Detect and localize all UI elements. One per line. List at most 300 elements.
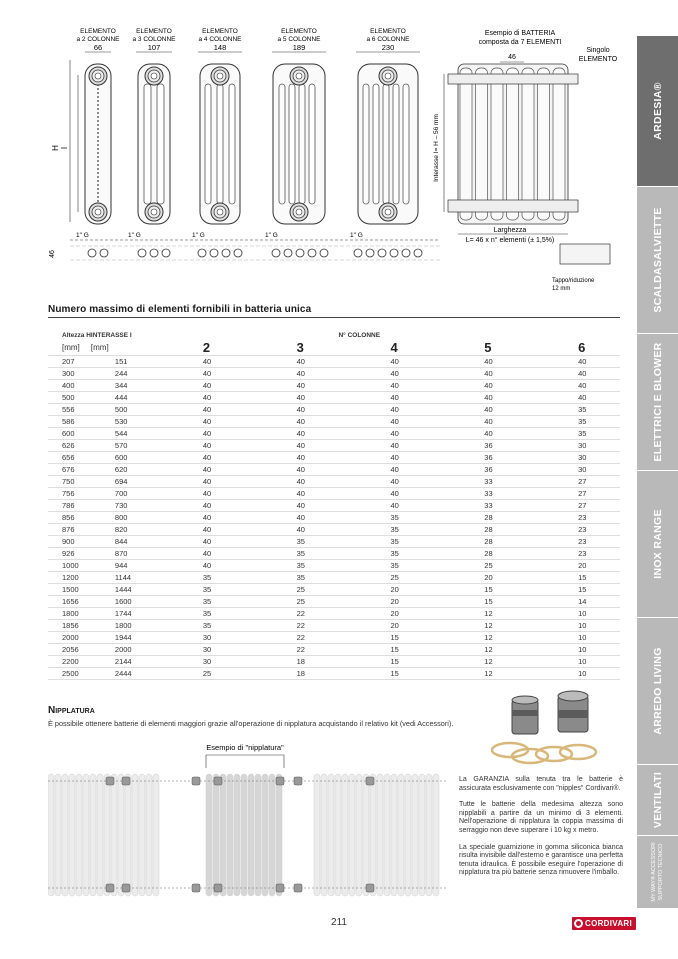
cell-max-elements: 35 — [245, 535, 339, 547]
cell-height: 300 — [48, 367, 91, 379]
header-columns: N° COLONNE — [338, 332, 381, 339]
battery-pitch: 46 — [508, 54, 516, 61]
cell-height: 876 — [48, 523, 91, 535]
cell-interaxis: 620 — [91, 463, 151, 475]
cell-height: 500 — [48, 391, 91, 403]
cell-height: 1500 — [48, 583, 91, 595]
gasket-note: La speciale guarnizione in gomma siliconica bianca risulta invisibile dall'esterno e garantisce una perfetta tenuta idraulica. È possibile eseguire l'operazione di nipplatura tra più batterie senza rimuovere l'imballo. — [459, 843, 623, 877]
table-row — [48, 571, 620, 583]
cell-max-elements: 40 — [151, 475, 245, 487]
cell-interaxis: 870 — [91, 547, 151, 559]
cell-max-elements: 22 — [245, 643, 339, 655]
unit-height: [mm] — [62, 343, 80, 353]
cell-max-elements: 10 — [526, 667, 620, 679]
cell-max-elements: 40 — [338, 403, 432, 415]
element-width: 66 — [93, 43, 103, 52]
cell-height: 1656 — [48, 595, 91, 607]
element-subtitle: a 2 COLONNE — [76, 36, 120, 43]
cell-max-elements: 30 — [151, 631, 245, 643]
cell-max-elements: 35 — [151, 595, 245, 607]
cell-height: 600 — [48, 427, 91, 439]
table-row — [48, 379, 620, 391]
cell-height: 1856 — [48, 619, 91, 631]
cell-max-elements: 23 — [526, 535, 620, 547]
table-row — [48, 631, 620, 643]
element-5-columns — [272, 28, 326, 52]
cell-max-elements: 10 — [526, 607, 620, 619]
table-row — [48, 487, 620, 499]
table-row — [48, 643, 620, 655]
cell-max-elements: 40 — [432, 403, 526, 415]
cell-max-elements: 20 — [338, 607, 432, 619]
cell-max-elements: 40 — [151, 559, 245, 571]
cell-interaxis: 1744 — [91, 607, 151, 619]
cell-max-elements: 23 — [526, 511, 620, 523]
cell-max-elements: 15 — [526, 571, 620, 583]
cell-max-elements: 40 — [245, 367, 339, 379]
cell-max-elements: 15 — [338, 655, 432, 667]
cell-max-elements: 35 — [338, 559, 432, 571]
cell-max-elements: 40 — [338, 379, 432, 391]
table-title: Numero massimo di elementi fornibili in batteria unica — [48, 304, 312, 315]
cell-max-elements: 25 — [245, 583, 339, 595]
cell-max-elements: 40 — [338, 427, 432, 439]
battery-note: Tutte le batterie della medesima altezza sono nipplabili a partire da un minimo di 3 elementi. Nell'operazione di nipplatura la coppia massima di serraggio non deve superare i 10 kg x metro. — [459, 801, 623, 834]
cell-interaxis: 1800 — [91, 619, 151, 631]
tab-arredo-living[interactable] — [637, 618, 678, 764]
element-subtitle: a 3 COLONNE — [132, 36, 176, 43]
battery-interaxis: Interasse I= H – 56 mm — [433, 114, 440, 182]
cell-max-elements: 40 — [245, 427, 339, 439]
cell-max-elements: 28 — [432, 535, 526, 547]
cell-max-elements: 12 — [432, 643, 526, 655]
cell-height: 1200 — [48, 571, 91, 583]
cell-max-elements: 40 — [526, 391, 620, 403]
element-width: 107 — [147, 43, 161, 52]
cell-max-elements: 40 — [245, 391, 339, 403]
cell-max-elements: 10 — [526, 631, 620, 643]
cell-interaxis: 600 — [91, 451, 151, 463]
cell-max-elements: 40 — [338, 439, 432, 451]
cell-interaxis: 730 — [91, 499, 151, 511]
element-2-front — [85, 64, 111, 224]
element-subtitle: a 4 COLONNE — [198, 36, 242, 43]
cell-max-elements: 27 — [526, 475, 620, 487]
depth-label: 46 — [49, 250, 56, 258]
cell-max-elements: 35 — [245, 571, 339, 583]
tab-label: INOX RANGE — [651, 509, 664, 579]
cell-max-elements: 12 — [432, 667, 526, 679]
cell-max-elements: 22 — [245, 619, 339, 631]
cell-height: 756 — [48, 487, 91, 499]
tab-label: ARREDO LIVING — [651, 647, 664, 735]
interaxis-label: I — [60, 146, 69, 150]
cell-max-elements: 40 — [338, 475, 432, 487]
cell-max-elements: 40 — [245, 355, 339, 367]
cell-height: 656 — [48, 451, 91, 463]
cell-max-elements: 20 — [526, 559, 620, 571]
cell-height: 856 — [48, 511, 91, 523]
cell-max-elements: 33 — [432, 487, 526, 499]
cell-max-elements: 10 — [526, 655, 620, 667]
table-row — [48, 451, 620, 463]
cell-max-elements: 40 — [151, 535, 245, 547]
thread-label: 1" G — [350, 232, 363, 239]
cell-interaxis: 800 — [91, 511, 151, 523]
cell-interaxis: 444 — [91, 391, 151, 403]
element-title: ELEMENTO — [370, 28, 406, 35]
nipplatura-example-svg — [48, 738, 448, 908]
tab-elettrici-blower[interactable] — [637, 334, 678, 470]
cell-interaxis: 694 — [91, 475, 151, 487]
max-elements-table — [48, 330, 620, 680]
cell-interaxis: 2144 — [91, 655, 151, 667]
table-row — [48, 439, 620, 451]
element-width: 189 — [292, 43, 306, 52]
table-row — [48, 559, 620, 571]
cell-max-elements: 40 — [245, 487, 339, 499]
cell-max-elements: 25 — [151, 667, 245, 679]
cell-max-elements: 25 — [338, 571, 432, 583]
cell-max-elements: 36 — [432, 451, 526, 463]
cell-max-elements: 30 — [526, 439, 620, 451]
technical-drawing-svg — [40, 22, 630, 302]
cell-max-elements: 15 — [338, 643, 432, 655]
cell-max-elements: 40 — [432, 427, 526, 439]
cell-max-elements: 40 — [245, 463, 339, 475]
table-units-row — [48, 341, 620, 355]
nipplatura-description: È possibile ottenere batterie di elementi maggiori grazie all'operazione di nipplatura acquistando il relativo kit (vedi Accessori). — [48, 719, 454, 728]
element-width: 230 — [381, 43, 395, 52]
tab-scaldasalviette[interactable] — [637, 187, 678, 333]
cell-interaxis: 1144 — [91, 571, 151, 583]
cell-max-elements: 40 — [245, 439, 339, 451]
element-2-columns — [77, 28, 121, 52]
element-subtitle: a 5 COLONNE — [277, 36, 321, 43]
cell-max-elements: 33 — [432, 499, 526, 511]
cell-max-elements: 40 — [432, 367, 526, 379]
cell-max-elements: 12 — [432, 607, 526, 619]
nipplatura-notes — [459, 776, 623, 886]
cell-max-elements: 22 — [245, 607, 339, 619]
element-subtitle: a 6 COLONNE — [366, 36, 410, 43]
example-label: Esempio di "nipplatura" — [206, 743, 284, 752]
cell-max-elements: 23 — [526, 523, 620, 535]
cell-max-elements: 40 — [245, 379, 339, 391]
cell-max-elements: 15 — [338, 631, 432, 643]
cell-max-elements: 40 — [151, 499, 245, 511]
height-label: H — [51, 145, 60, 151]
cell-max-elements: 40 — [432, 415, 526, 427]
cell-max-elements: 35 — [526, 427, 620, 439]
cell-max-elements: 23 — [526, 547, 620, 559]
cell-height: 2000 — [48, 631, 91, 643]
unit-interaxis: [mm] — [90, 343, 109, 353]
cell-max-elements: 40 — [338, 451, 432, 463]
cell-max-elements: 35 — [151, 583, 245, 595]
element-5-front — [273, 64, 325, 224]
column-count-6: 6 — [578, 340, 586, 356]
cell-max-elements: 14 — [526, 595, 620, 607]
column-count-4: 4 — [390, 340, 398, 356]
cell-max-elements: 10 — [526, 643, 620, 655]
cell-height: 750 — [48, 475, 91, 487]
title-divider — [48, 317, 620, 318]
cell-max-elements: 40 — [338, 391, 432, 403]
cell-max-elements: 40 — [151, 523, 245, 535]
battery-example — [433, 30, 618, 292]
cell-max-elements: 40 — [151, 439, 245, 451]
cell-height: 207 — [48, 355, 91, 367]
element-4-columns — [198, 28, 242, 52]
element-6-columns — [356, 28, 420, 52]
table-row — [48, 415, 620, 427]
thread-label: 1" G — [128, 232, 141, 239]
cell-height: 586 — [48, 415, 91, 427]
cell-max-elements: 35 — [338, 523, 432, 535]
cell-max-elements: 40 — [151, 403, 245, 415]
battery-width-title: Larghezza — [493, 227, 527, 234]
cell-max-elements: 40 — [151, 451, 245, 463]
battery-width-formula: L= 46 x n° elementi (± 1,5%) — [465, 237, 555, 244]
cell-max-elements: 40 — [338, 415, 432, 427]
column-count-2: 2 — [202, 340, 211, 356]
cell-interaxis: 544 — [91, 427, 151, 439]
nipplatura-title: Nipplatura — [48, 705, 95, 716]
cell-max-elements: 36 — [432, 463, 526, 475]
single-element-title: Singolo — [586, 47, 610, 54]
cell-interaxis: 844 — [91, 535, 151, 547]
cell-max-elements: 40 — [338, 367, 432, 379]
table-row — [48, 595, 620, 607]
cell-max-elements: 40 — [526, 379, 620, 391]
cell-height: 926 — [48, 547, 91, 559]
cell-max-elements: 40 — [151, 355, 245, 367]
cell-max-elements: 20 — [338, 619, 432, 631]
cell-max-elements: 27 — [526, 487, 620, 499]
cell-max-elements: 28 — [432, 511, 526, 523]
cell-max-elements: 40 — [151, 463, 245, 475]
table-row — [48, 499, 620, 511]
header-interaxis: INTERASSE I — [90, 332, 132, 339]
cell-max-elements: 40 — [245, 511, 339, 523]
cell-max-elements: 40 — [338, 355, 432, 367]
table-header-row — [48, 330, 620, 341]
cell-max-elements: 40 — [151, 487, 245, 499]
thread-label: 1" G — [76, 232, 89, 239]
cordivari-logo — [572, 917, 636, 930]
table-row — [48, 547, 620, 559]
cell-max-elements: 40 — [432, 379, 526, 391]
cell-interaxis: 1444 — [91, 583, 151, 595]
table-row — [48, 523, 620, 535]
cell-max-elements: 33 — [432, 475, 526, 487]
column-count-5: 5 — [484, 340, 492, 356]
cell-max-elements: 40 — [151, 415, 245, 427]
cell-max-elements: 30 — [151, 655, 245, 667]
cell-max-elements: 40 — [245, 403, 339, 415]
table-row — [48, 535, 620, 547]
nipplatura-example — [48, 738, 448, 908]
cell-max-elements: 25 — [432, 559, 526, 571]
tab-label: ELETTRICI E BLOWER — [651, 342, 664, 462]
cell-height: 1800 — [48, 607, 91, 619]
element-title: ELEMENTO — [80, 28, 116, 35]
tab-inox-range[interactable] — [637, 471, 678, 617]
cell-max-elements: 35 — [338, 547, 432, 559]
cell-height: 2200 — [48, 655, 91, 667]
cell-max-elements: 35 — [151, 571, 245, 583]
cell-interaxis: 2444 — [91, 667, 151, 679]
table-row — [48, 619, 620, 631]
cell-max-elements: 40 — [151, 391, 245, 403]
tab-label: ARDESIA® — [651, 82, 664, 140]
cell-interaxis: 500 — [91, 403, 151, 415]
tab-ardesia[interactable] — [637, 36, 678, 186]
table-row — [48, 463, 620, 475]
cell-height: 626 — [48, 439, 91, 451]
element-width: 148 — [213, 43, 227, 52]
element-4-front — [200, 64, 240, 224]
cell-interaxis: 2000 — [91, 643, 151, 655]
cell-max-elements: 36 — [432, 439, 526, 451]
cell-max-elements: 40 — [245, 451, 339, 463]
cell-max-elements: 28 — [432, 547, 526, 559]
brand-mark-icon — [574, 919, 583, 928]
cell-max-elements: 40 — [432, 355, 526, 367]
cell-interaxis: 344 — [91, 379, 151, 391]
tab-myway-accessori[interactable] — [637, 836, 678, 908]
cell-max-elements: 15 — [526, 583, 620, 595]
cell-max-elements: 35 — [245, 547, 339, 559]
single-element-subtitle: ELEMENTO — [578, 56, 618, 63]
cell-max-elements: 27 — [526, 499, 620, 511]
element-3-front — [138, 64, 170, 224]
cell-interaxis: 151 — [91, 355, 151, 367]
cell-max-elements: 40 — [245, 499, 339, 511]
cell-height: 1000 — [48, 559, 91, 571]
table-row — [48, 367, 620, 379]
tab-label: VENTILATI — [651, 771, 664, 829]
page-number: 211 — [331, 917, 347, 928]
cell-max-elements: 40 — [151, 379, 245, 391]
element-6-front — [358, 64, 418, 224]
cell-max-elements: 12 — [432, 619, 526, 631]
cell-height: 2056 — [48, 643, 91, 655]
cell-max-elements: 18 — [245, 655, 339, 667]
cell-max-elements: 40 — [432, 391, 526, 403]
cell-max-elements: 40 — [151, 511, 245, 523]
cell-interaxis: 244 — [91, 367, 151, 379]
cell-max-elements: 20 — [338, 595, 432, 607]
table-row — [48, 355, 620, 367]
cell-max-elements: 40 — [245, 415, 339, 427]
cell-max-elements: 20 — [432, 571, 526, 583]
table-row — [48, 511, 620, 523]
table-body — [48, 355, 620, 679]
section-tabs — [637, 36, 678, 909]
battery-title: Esempio di BATTERIA — [484, 30, 556, 37]
cell-max-elements: 35 — [338, 535, 432, 547]
cell-max-elements: 28 — [432, 523, 526, 535]
cell-max-elements: 20 — [338, 583, 432, 595]
tab-label: SCALDASALVIETTE — [651, 207, 664, 313]
table-row — [48, 667, 620, 679]
tab-ventilati[interactable] — [637, 765, 678, 835]
cell-max-elements: 35 — [526, 403, 620, 415]
radiator-technical-drawing — [40, 22, 630, 302]
cell-max-elements: 40 — [245, 523, 339, 535]
cell-height: 2500 — [48, 667, 91, 679]
cell-max-elements: 15 — [432, 583, 526, 595]
cell-max-elements: 15 — [338, 667, 432, 679]
plan-views — [88, 249, 422, 257]
cell-interaxis: 1944 — [91, 631, 151, 643]
nipple-kit-photo — [482, 688, 622, 772]
cell-max-elements: 40 — [338, 499, 432, 511]
cell-max-elements: 40 — [151, 427, 245, 439]
cell-max-elements: 30 — [526, 451, 620, 463]
cell-max-elements: 25 — [245, 595, 339, 607]
cell-max-elements: 35 — [526, 415, 620, 427]
tab-label: MY WAY® ACCESSORI SUPPORTO TECNICO — [650, 842, 664, 902]
cell-interaxis: 700 — [91, 487, 151, 499]
cell-max-elements: 30 — [151, 643, 245, 655]
brand-name: CORDIVARI — [585, 919, 632, 928]
cell-max-elements: 40 — [245, 475, 339, 487]
cell-max-elements: 12 — [432, 655, 526, 667]
cell-height: 676 — [48, 463, 91, 475]
cell-max-elements: 15 — [432, 595, 526, 607]
element-title: ELEMENTO — [281, 28, 317, 35]
table-row — [48, 391, 620, 403]
cell-max-elements: 10 — [526, 619, 620, 631]
cell-max-elements: 40 — [338, 463, 432, 475]
element-title: ELEMENTO — [136, 28, 172, 35]
cell-max-elements: 35 — [338, 511, 432, 523]
cell-max-elements: 35 — [151, 619, 245, 631]
element-3-columns — [133, 28, 177, 52]
plug-label: Tappo/riduzione — [552, 278, 595, 284]
table-row — [48, 427, 620, 439]
cell-max-elements: 40 — [151, 367, 245, 379]
cell-interaxis: 820 — [91, 523, 151, 535]
cell-max-elements: 40 — [338, 487, 432, 499]
cell-max-elements: 35 — [151, 607, 245, 619]
cell-max-elements: 35 — [245, 559, 339, 571]
element-title: ELEMENTO — [202, 28, 238, 35]
header-height: Altezza H — [62, 332, 91, 339]
thread-label: 1" G — [265, 232, 278, 239]
battery-subtitle: composta da 7 ELEMENTI — [478, 39, 562, 46]
plug-size: 12 mm — [552, 286, 571, 292]
cell-height: 400 — [48, 379, 91, 391]
cell-height: 556 — [48, 403, 91, 415]
warranty-note: La GARANZIA sulla tenuta tra le batterie è assicurata esclusivamente con "nipples" Cordivari®. — [459, 776, 623, 792]
cell-interaxis: 1600 — [91, 595, 151, 607]
cell-interaxis: 570 — [91, 439, 151, 451]
cell-max-elements: 40 — [526, 367, 620, 379]
cell-max-elements: 40 — [526, 355, 620, 367]
cell-max-elements: 18 — [245, 667, 339, 679]
cell-max-elements: 40 — [151, 547, 245, 559]
table-row — [48, 655, 620, 667]
cell-height: 900 — [48, 535, 91, 547]
thread-label: 1" G — [192, 232, 205, 239]
cell-interaxis: 944 — [91, 559, 151, 571]
cell-max-elements: 30 — [526, 463, 620, 475]
table-row — [48, 583, 620, 595]
